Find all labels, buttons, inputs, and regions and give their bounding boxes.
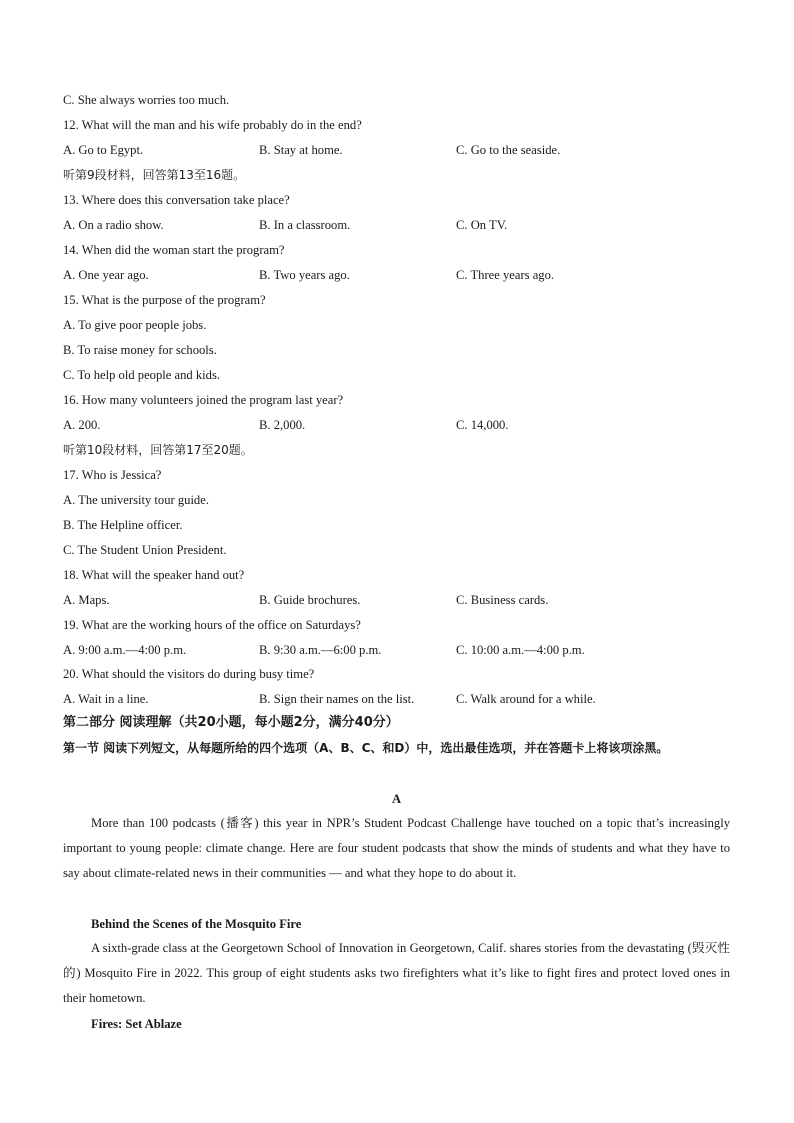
part2-instruction: 第一节 阅读下列短文，从每题所给的四个选项（A、B、C、和D）中，选出最佳选项，并在答题卡上将该项涂黑。 — [63, 741, 669, 755]
q13-stem: 13. Where does this conversation take place? — [63, 193, 290, 207]
q15-option-b: B. To raise money for schools. — [63, 343, 217, 357]
heading-mosquito-fire: Behind the Scenes of the Mosquito Fire — [91, 917, 302, 931]
part2-title: 第二部分 阅读理解（共20小题，每小题2分，满分40分） — [63, 715, 399, 730]
passage-intro: More than 100 podcasts (播客) this year in NPR’s Student Podcast Challenge have touched on a topic that’s increasingly important to young people: climate change. Here are four student podcasts that show the minds of students and what they have to say about climate-related news in their communities — and what they hope to do about it. — [63, 816, 730, 880]
q14-option-a: A. One year ago. — [63, 268, 149, 282]
q15-option-a: A. To give poor people jobs. — [63, 318, 207, 332]
q14-option-c: C. Three years ago. — [456, 268, 555, 282]
q15-option-c: C. To help old people and kids. — [63, 368, 220, 382]
q20-option-a: A. Wait in a line. — [63, 692, 149, 706]
q12-option-b: B. Stay at home. — [259, 143, 343, 157]
q18-option-a: A. Maps. — [63, 593, 110, 607]
q19-option-b: B. 9:30 a.m.—6:00 p.m. — [259, 643, 382, 657]
q19-option-a: A. 9:00 a.m.—4:00 p.m. — [63, 643, 187, 657]
paragraph-mosquito-fire: A sixth-grade class at the Georgetown School of Innovation in Georgetown, Calif. shares stories from the devastating (毁灭性的) Mosquito Fire in 2022. This group of eight students asks two firefighters what it’s like to fight fires and protect loved ones in their hometown. — [63, 941, 730, 1005]
q13-option-a: A. On a radio show. — [63, 218, 164, 232]
q16-option-c: C. 14,000. — [456, 418, 509, 432]
q18-option-b: B. Guide brochures. — [259, 593, 361, 607]
q19-stem: 19. What are the working hours of the office on Saturdays? — [63, 618, 361, 632]
q20-option-b: B. Sign their names on the list. — [259, 692, 415, 706]
q12-stem: 12. What will the man and his wife probably do in the end? — [63, 118, 362, 132]
passage-label: A — [391, 792, 402, 806]
instruction-segment-10: 听第10段材料，回答第17至20题。 — [63, 443, 253, 457]
q17-option-b: B. The Helpline officer. — [63, 518, 183, 532]
q18-option-c: C. Business cards. — [456, 593, 549, 607]
q19-option-c: C. 10:00 a.m.—4:00 p.m. — [456, 643, 585, 657]
instruction-segment-9: 听第9段材料，回答第13至16题。 — [63, 168, 246, 182]
heading-fires-set-ablaze: Fires: Set Ablaze — [91, 1017, 182, 1031]
q12-option-a: A. Go to Egypt. — [63, 143, 144, 157]
q16-option-a: A. 200. — [63, 418, 101, 432]
q17-option-c: C. The Student Union President. — [63, 543, 227, 557]
q16-stem: 16. How many volunteers joined the program last year? — [63, 393, 344, 407]
q16-option-b: B. 2,000. — [259, 418, 306, 432]
q13-option-c: C. On TV. — [456, 218, 508, 232]
q17-option-a: A. The university tour guide. — [63, 493, 209, 507]
q11-option-c: C. She always worries too much. — [63, 93, 230, 107]
q14-option-b: B. Two years ago. — [259, 268, 350, 282]
q17-stem: 17. Who is Jessica? — [63, 468, 162, 482]
q12-option-c: C. Go to the seaside. — [456, 143, 561, 157]
q14-stem: 14. When did the woman start the program? — [63, 243, 285, 257]
q18-stem: 18. What will the speaker hand out? — [63, 568, 245, 582]
q15-stem: 15. What is the purpose of the program? — [63, 293, 266, 307]
q20-option-c: C. Walk around for a while. — [456, 692, 596, 706]
q13-option-b: B. In a classroom. — [259, 218, 351, 232]
q20-stem: 20. What should the visitors do during busy time? — [63, 667, 315, 681]
